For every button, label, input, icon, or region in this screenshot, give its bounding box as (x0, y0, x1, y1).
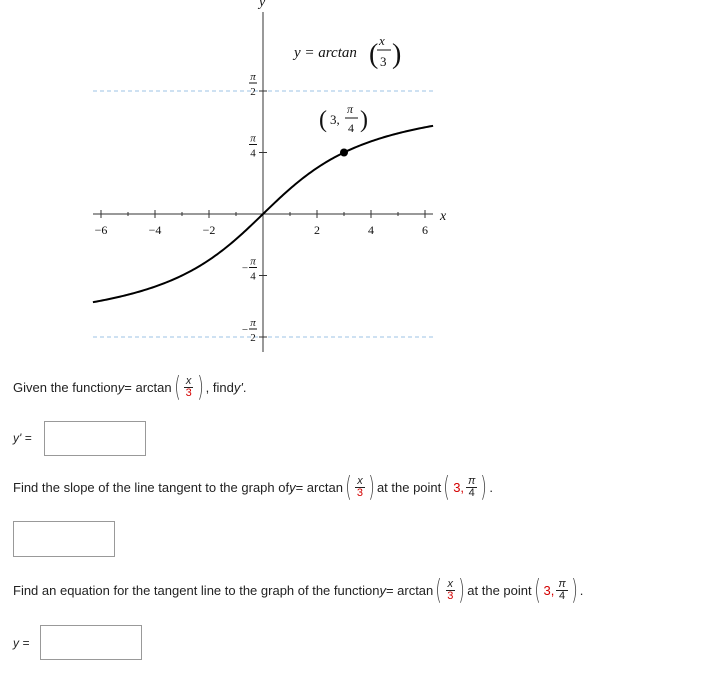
x-tick-label: 4 (368, 223, 374, 237)
svg-text:(: ( (319, 107, 327, 133)
svg-text:2: 2 (250, 86, 256, 99)
svg-text:−: − (241, 262, 249, 275)
svg-text:π: π (250, 316, 256, 329)
question-3: Find an equation for the tangent line to the graph of the function y = arctan ( $\frac{x}{3}$ ) at the point ( 3, $\frac{\pi}{4}$ ) . (13, 573, 584, 606)
question-2: Find the slope of the line tangent to the graph of y = arctan ( $\frac{x}{3}$ ) at the point ( 3, $\frac{\pi}{4}$ ) . (13, 470, 493, 503)
svg-text:−: − (241, 323, 249, 336)
function-label (292, 33, 401, 70)
svg-text:): ) (392, 39, 402, 70)
svg-text:π: π (250, 132, 256, 145)
y-tick-label (249, 71, 257, 98)
fraction: $\frac{x}{3}$ (356, 474, 363, 499)
x-tick-label: −4 (148, 223, 162, 237)
svg-text:): ) (360, 107, 368, 133)
fraction: $\frac{\pi}{4}$ (558, 577, 566, 602)
x-tick-label: −2 (202, 223, 216, 237)
x-tick-label: 6 (422, 223, 428, 237)
svg-text:3,: 3, (330, 112, 340, 127)
point-label (319, 102, 368, 135)
marked-point (340, 149, 348, 157)
fraction: $\frac{x}{3}$ (185, 374, 192, 399)
svg-text:3: 3 (380, 54, 387, 69)
svg-text:4: 4 (250, 270, 256, 283)
svg-text:y = arctan: y = arctan (294, 45, 357, 61)
y-tick-label (242, 317, 257, 344)
svg-text:π: π (347, 102, 354, 116)
q1-answer-label: y' = (13, 431, 32, 445)
svg-text:π: π (250, 255, 256, 268)
fraction: $\frac{\pi}{4}$ (468, 474, 476, 499)
svg-text:4: 4 (348, 121, 354, 135)
x-tick-label: −6 (94, 223, 108, 237)
y-axis-label: y (259, 0, 266, 10)
svg-text:4: 4 (250, 147, 256, 160)
fraction: $\frac{x}{3}$ (447, 577, 454, 602)
svg-text:(: ( (369, 39, 379, 70)
tangent-line-input[interactable] (40, 625, 142, 660)
x-axis-label: x (440, 209, 447, 224)
svg-text:π: π (250, 71, 256, 84)
q3-answer-label: y = (13, 636, 30, 650)
derivative-input[interactable] (44, 421, 146, 456)
x-tick-label: 2 (314, 223, 320, 237)
question-1: Given the function y = arctan ( $\frac{x}{3}$ ) , find y' . (13, 370, 247, 403)
y-tick-label (249, 133, 257, 160)
y-tick-label (242, 255, 257, 282)
svg-text:x: x (379, 33, 385, 48)
svg-text:2: 2 (250, 331, 256, 344)
slope-input[interactable] (13, 521, 115, 557)
